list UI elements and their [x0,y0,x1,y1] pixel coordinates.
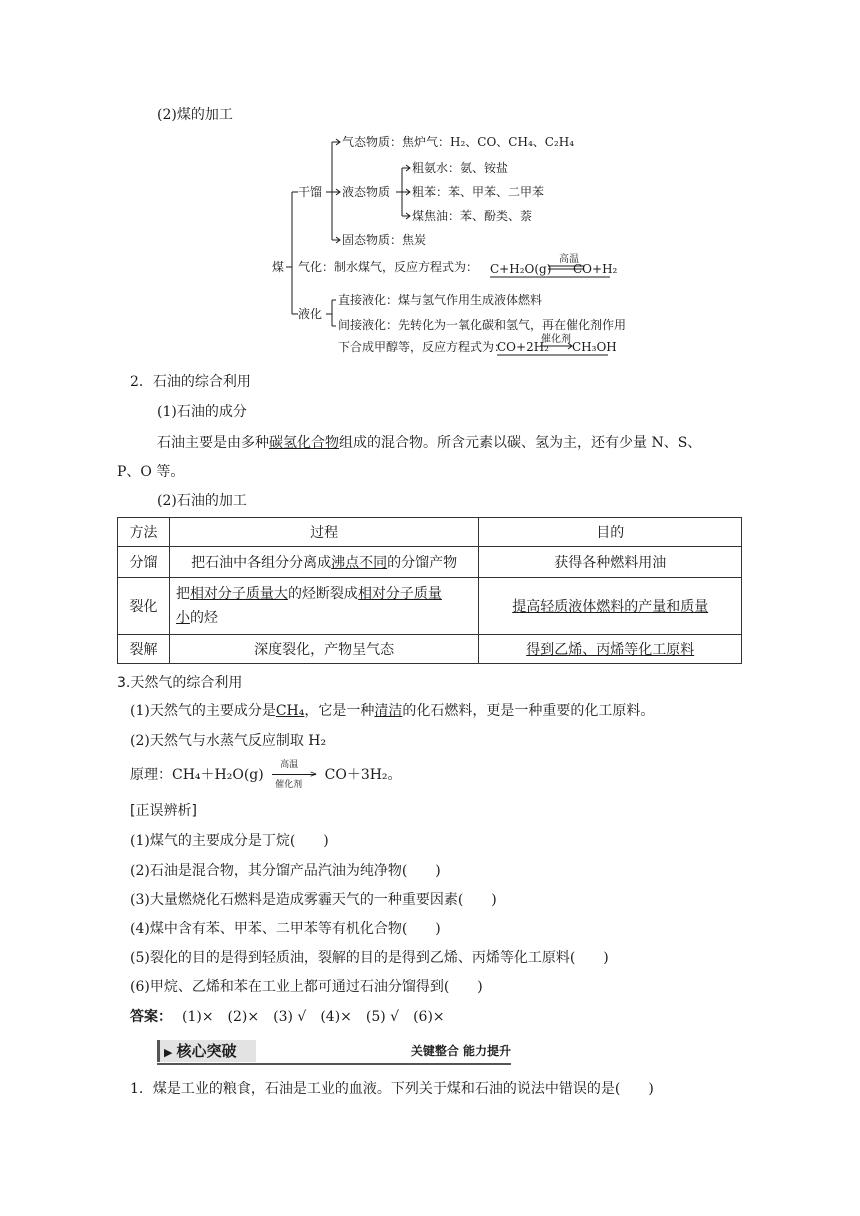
liq-condition: 催化剂 [541,334,571,345]
crude-ammonia: 粗氨水：氨、铵盐 [412,161,509,175]
oil-composition-text: 石油主要是由多种碳氢化合物组成的混合物。所含元素以碳、氢为主，还有少量 N、S、 [157,435,702,451]
table-header: 过程 [169,518,478,547]
table-cell: 裂解 [118,635,170,664]
gasification-label: 气化：制水煤气，反应方程式为： [298,260,479,274]
play-icon: ▶ [164,1046,173,1059]
reaction-arrow: 高温 > 催化剂 [272,765,316,785]
gasify-condition: 高温 [559,254,579,265]
table-cell: 提高轻质液体燃料的产量和质量 [479,578,742,635]
table-cell: 深度裂化，产物呈气态 [169,635,478,664]
gas-principle: 原理：CH₄＋H₂O(g) 高温 > 催化剂 CO＋3H₂。 [130,760,402,790]
banner-tag [157,1040,256,1062]
table-cell: 把相对分子质量大的烃断裂成相对分子质量 小的烃 [169,578,478,635]
judge-heading: [正误辨析] [130,803,197,819]
oil-processing-table [117,517,742,664]
answer-line: 答案： (1)× (2)× (3) √ (4)× (5) √ (6)× [130,1009,445,1025]
table-cell: 得到乙烯、丙烯等化工原料 [479,635,742,664]
banner-rule [157,1063,511,1065]
gas-line-1: (1)天然气的主要成分是CH₄，它是一种清洁的化石燃料，更是一种重要的化工原料。 [130,703,655,719]
table-row [118,578,742,635]
indirect-liquefaction-cont: 下合成甲醇等，反应方程式为： [338,340,507,354]
table-header: 目的 [479,518,742,547]
liquefaction-label: 液化 [298,307,323,321]
judge-item: (6)甲烷、乙烯和苯在工业上都可通过石油分馏得到( ) [130,979,483,995]
liq-eq-left: CO+2H₂ [497,340,549,354]
judge-item: (1)煤气的主要成分是丁烷( ) [130,833,329,849]
table-header-row [118,518,742,547]
table-cell: 获得各种燃料用油 [479,547,742,578]
table-row [118,547,742,578]
liquid-products-label: 液态物质 [342,185,391,199]
dry-distillation-label: 干馏 [298,185,323,199]
core-breakthrough-banner [157,1040,511,1062]
table-header: 方法 [118,518,170,547]
oil-processing-heading: (2)石油的加工 [157,493,247,509]
coal-tar: 煤焦油：苯、酚类、萘 [412,209,533,223]
coal-processing-diagram [0,0,860,360]
table-cell: 裂化 [118,578,170,635]
liq-eq-right: CH₃OH [572,340,617,354]
table-cell: 把石油中各组分分离成沸点不同的分馏产物 [169,547,478,578]
oil-composition-text-cont: P、O 等。 [117,464,185,480]
question-1: 1．煤是工业的粮食，石油是工业的血液。下列关于煤和石油的说法中错误的是( ) [130,1081,654,1097]
gasify-eq-right: CO+H₂ [573,262,618,276]
judge-item: (4)煤中含有苯、甲苯、二甲苯等有机化合物( ) [130,921,441,937]
coal-heading: (2)煤的加工 [157,107,233,123]
judge-item: (5)裂化的目的是得到轻质油，裂解的目的是得到乙烯、丙烯等化工原料( ) [130,950,609,966]
gas-line-2: (2)天然气与水蒸气反应制取 H₂ [130,733,327,749]
crude-benzene: 粗苯：苯、甲苯、二甲苯 [412,185,545,199]
judge-item: (2)石油是混合物，其分馏产品汽油为纯净物( ) [130,863,441,879]
gas-heading: 3.天然气的综合利用 [117,675,243,691]
oil-heading: 2．石油的综合利用 [130,374,251,390]
oil-composition-heading: (1)石油的成分 [157,404,247,420]
banner-title: 核心突破 [176,1042,237,1060]
coal-root-label: 煤 [272,260,285,274]
banner-subtitle: 关键整合 能力提升 [410,1044,511,1058]
solid-products: 固态物质：焦炭 [342,233,427,247]
direct-liquefaction: 直接液化：煤与氢气作用生成液体燃料 [338,293,543,307]
gasify-eq-left: C+H₂O(g) [490,262,552,276]
table-row [118,635,742,664]
table-cell: 分馏 [118,547,170,578]
gaseous-products: 气态物质：焦炉气：H₂、CO、CH₄、C₂H₄ [342,135,575,149]
judge-item: (3)大量燃烧化石燃料是造成雾霾天气的一种重要因素( ) [130,892,497,908]
indirect-liquefaction: 间接液化：先转化为一氧化碳和氢气，再在催化剂作用 [338,318,627,332]
